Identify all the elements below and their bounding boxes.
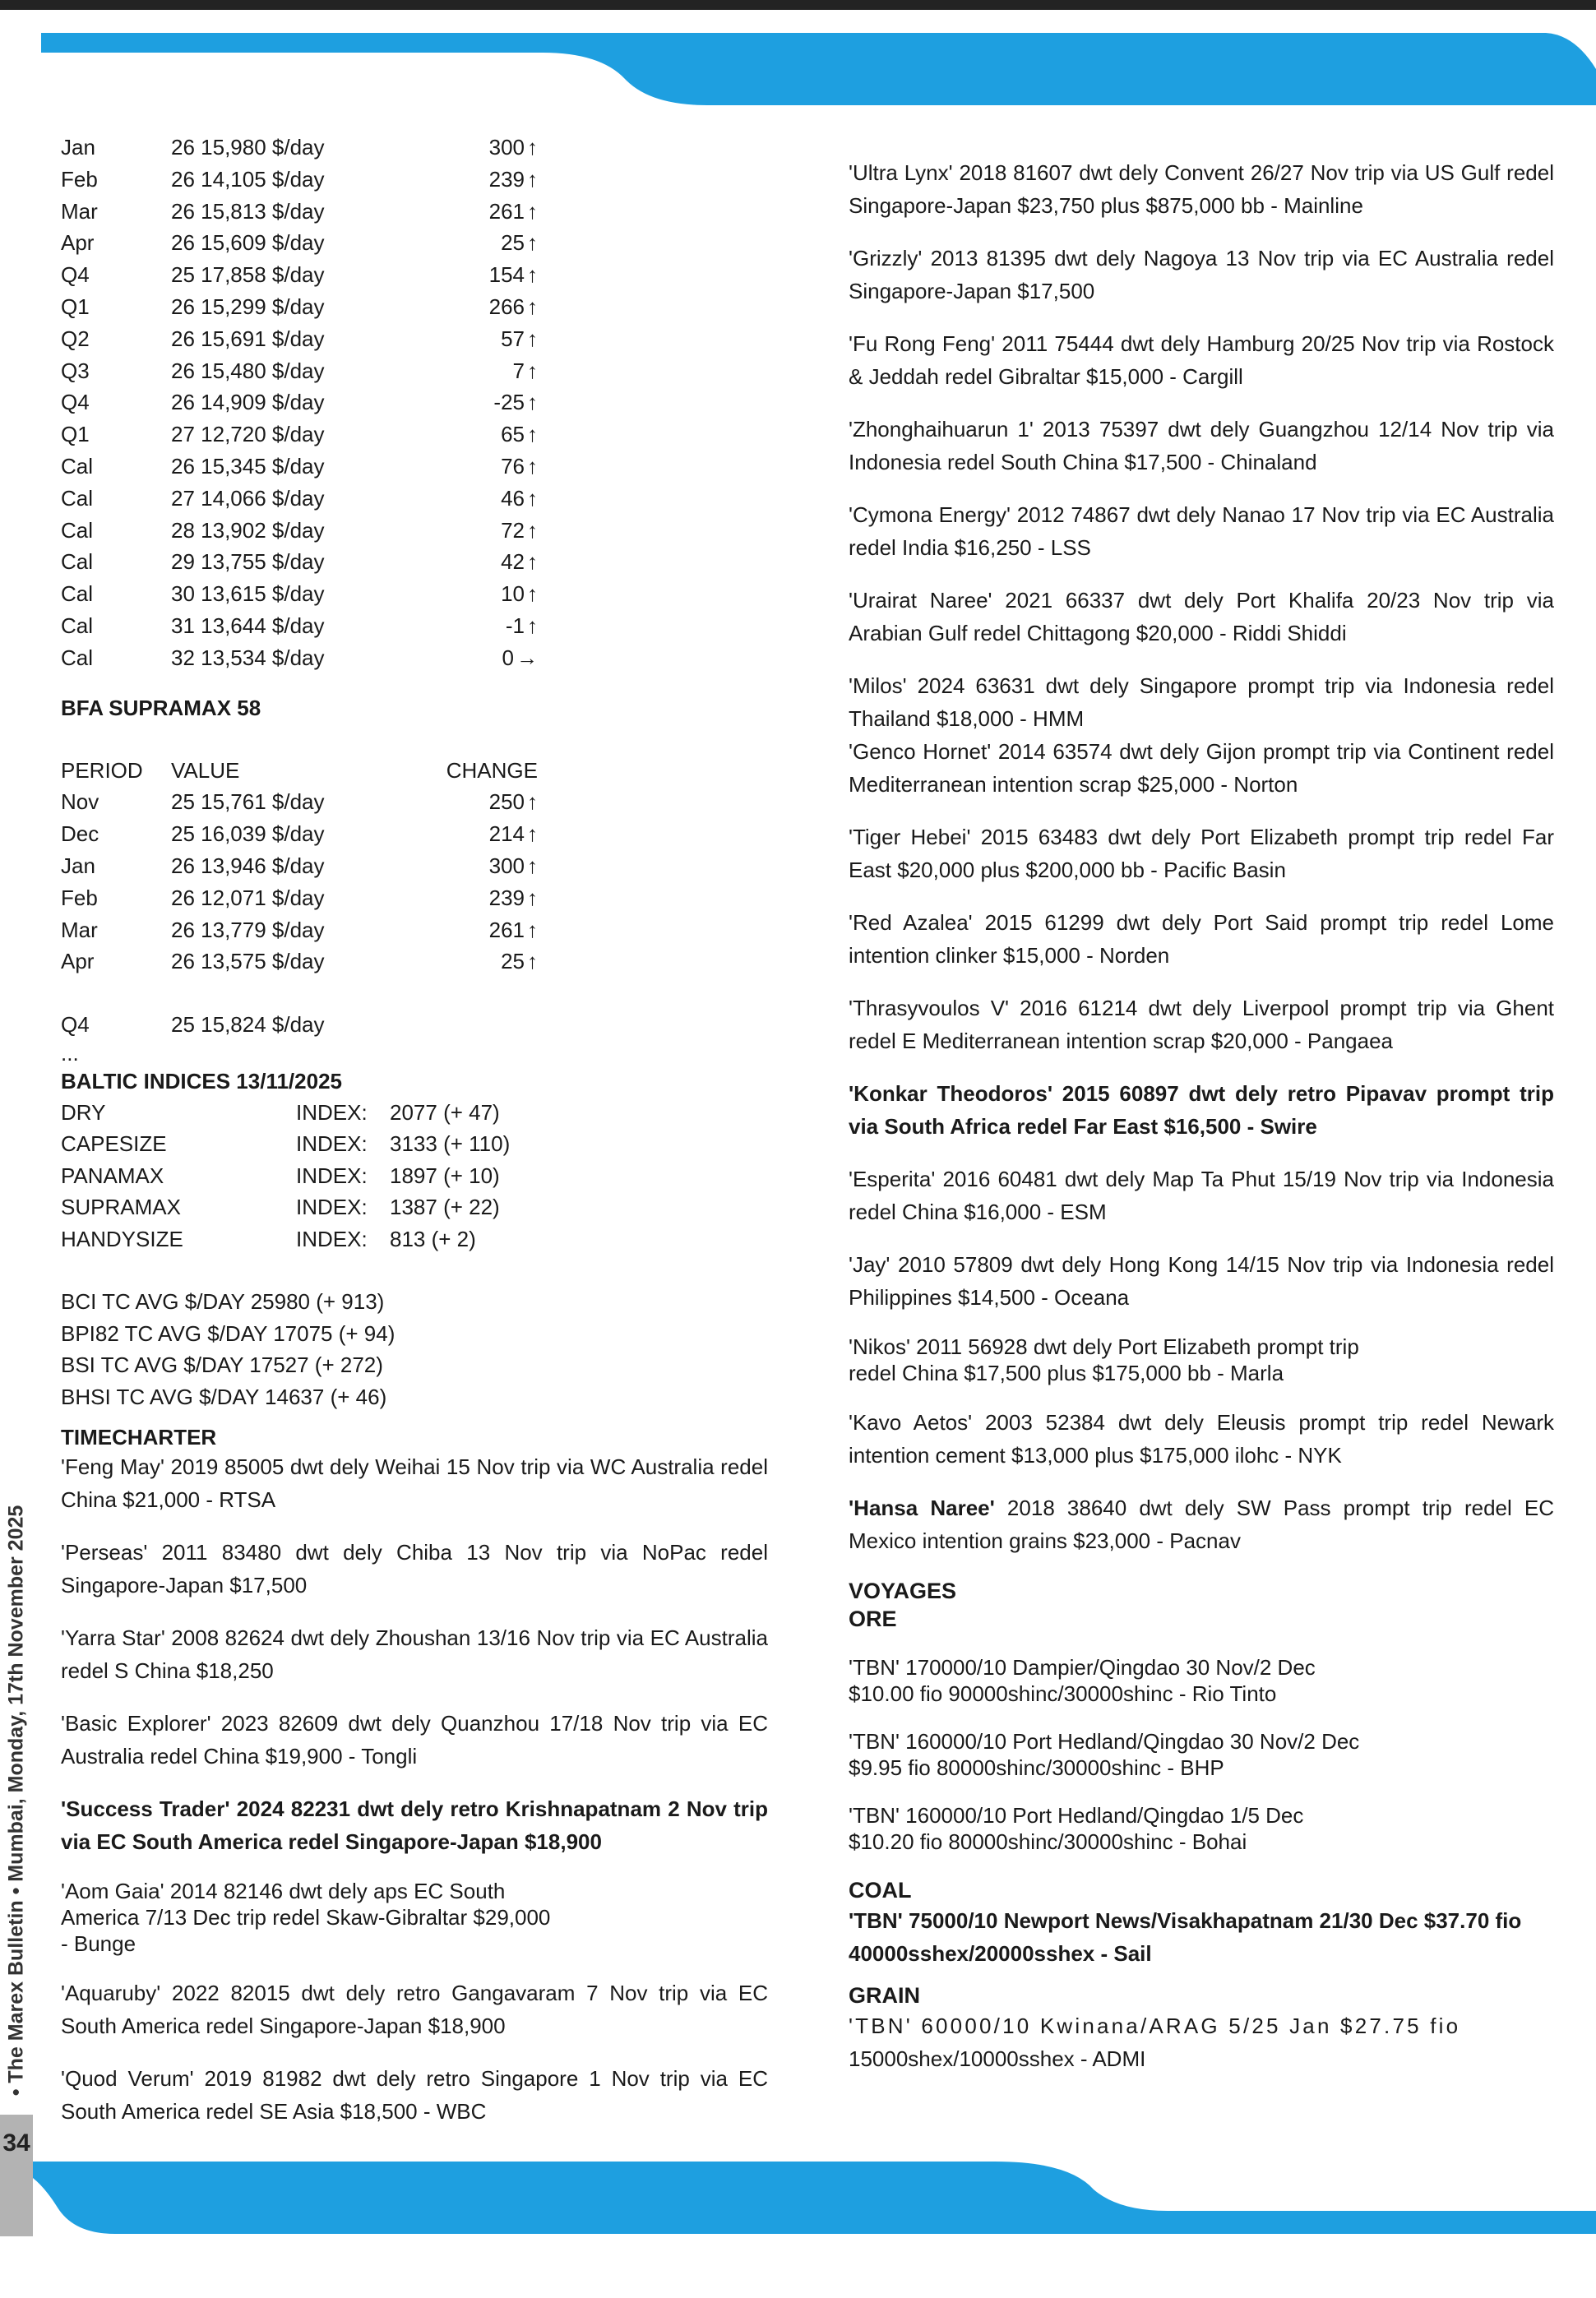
table-row	[61, 642, 538, 674]
period: Q4	[61, 1012, 90, 1038]
change: 300 ↑	[390, 132, 538, 164]
period: Mar	[61, 198, 98, 224]
period: Dec	[61, 821, 99, 847]
value: 27 14,066 $/day	[171, 485, 325, 511]
value: 26 15,813 $/day	[171, 198, 325, 224]
fixture-entry: 'Thrasyvoulos V' 2016 61214 dwt dely Liverpool prompt trip via Ghent redel E Mediterranean intention scrap $20,000 - Pangaea	[849, 996, 1554, 1053]
up-arrow-icon: ↑	[527, 821, 538, 847]
index-row	[61, 1097, 554, 1129]
index-value: 813 (+ 2)	[390, 1226, 476, 1251]
index-value: 2077 (+ 47)	[390, 1099, 500, 1125]
up-arrow-icon: ↑	[527, 358, 538, 383]
right-arrow-icon: →	[516, 645, 538, 670]
fixture-entry: 'Nikos' 2011 56928 dwt dely Port Elizabeth prompt trip redel China $17,500 plus $175,000 bb - Marla	[849, 1334, 1359, 1385]
change: 46 ↑	[390, 483, 538, 515]
period: Q1	[61, 294, 90, 319]
fixture-entry: 'Genco Hornet' 2014 63574 dwt dely Gijon prompt trip via Continent redel Mediterranean intention scrap $25,000 - Norton	[849, 739, 1554, 797]
up-arrow-icon: ↑	[527, 949, 538, 974]
table-row	[61, 386, 538, 418]
value: 26 15,345 $/day	[171, 453, 325, 479]
change: 154 ↑	[390, 259, 538, 291]
tc-average-line: BSI TC AVG $/DAY 17527 (+ 272)	[61, 1352, 383, 1378]
timecharter-title: TIMECHARTER	[61, 1425, 217, 1450]
value: 26 12,071 $/day	[171, 885, 325, 910]
up-arrow-icon: ↑	[527, 613, 538, 638]
index-row	[61, 1223, 554, 1255]
fixture-entry: 'Basic Explorer' 2023 82609 dwt dely Quanzhou 17/18 Nov trip via EC Australia redel China $19,900 - Tongli	[61, 1711, 768, 1769]
tc-average-line: BCI TC AVG $/DAY 25980 (+ 913)	[61, 1289, 385, 1315]
value-header: VALUE	[171, 757, 240, 783]
ellipsis: ...	[61, 1040, 79, 1066]
fixture-entry: 'Grizzly' 2013 81395 dwt dely Nagoya 13 Nov trip via EC Australia redel Singapore-Japan $17,500	[849, 246, 1554, 303]
index-label: INDEX:	[296, 1163, 368, 1188]
index-value: 3133 (+ 110)	[390, 1131, 511, 1157]
table-row	[61, 946, 538, 978]
period: Jan	[61, 853, 95, 878]
period: Cal	[61, 613, 94, 638]
coal-title: COAL	[849, 1878, 912, 1903]
fixture-entry-bold: 'Konkar Theodoros' 2015 60897 dwt dely retro Pipavav prompt trip via South Africa redel Far East $16,500 - Swire	[849, 1081, 1554, 1139]
up-arrow-icon: ↑	[527, 294, 538, 319]
value: 26 15,480 $/day	[171, 358, 325, 383]
table-row	[61, 132, 538, 164]
table-row	[61, 196, 538, 228]
change: 239 ↑	[390, 882, 538, 914]
table-row	[61, 914, 538, 946]
change: 25 ↑	[390, 946, 538, 978]
index-label: INDEX:	[296, 1131, 368, 1157]
fixture-entry: 'Urairat Naree' 2021 66337 dwt dely Port Khalifa 20/23 Nov trip via Arabian Gulf redel Chittagong $20,000 - Riddi Shiddi	[849, 588, 1554, 645]
change: 65 ↑	[390, 418, 538, 451]
period-header: PERIOD	[61, 757, 143, 783]
table-row	[61, 610, 538, 642]
table-row	[61, 164, 538, 196]
running-title-text: • The Marex Bulletin • Mumbai, Monday, 17th November 2025	[4, 1505, 28, 2097]
change: 239 ↑	[390, 164, 538, 196]
period: Apr	[61, 230, 95, 256]
index-row	[61, 1191, 554, 1223]
fixture-entry-hansa	[849, 1491, 1554, 1557]
page-number: 34	[2, 2129, 30, 2157]
value: 26 15,609 $/day	[171, 230, 325, 256]
change: 57 ↑	[390, 323, 538, 355]
up-arrow-icon: ↑	[527, 789, 538, 815]
fixture-entry: 'Fu Rong Feng' 2011 75444 dwt dely Hamburg 20/25 Nov trip via Rostock & Jeddah redel Gibraltar $15,000 - Cargill	[849, 331, 1554, 389]
tc-average-line: BPI82 TC AVG $/DAY 17075 (+ 94)	[61, 1320, 396, 1346]
fixture-entry: 'Yarra Star' 2008 82624 dwt dely Zhoushan 13/16 Nov trip via EC Australia redel S China $18,250	[61, 1625, 768, 1684]
period: Mar	[61, 917, 98, 942]
index-value: 1387 (+ 22)	[390, 1195, 500, 1220]
supramax-table	[61, 755, 538, 1066]
up-arrow-icon: ↑	[527, 135, 538, 160]
value: 28 13,902 $/day	[171, 517, 325, 543]
up-arrow-icon: ↑	[527, 422, 538, 447]
fixture-entry: 'Milos' 2024 63631 dwt dely Singapore prompt trip via Indonesia redel Thailand $18,000 - HMM	[849, 673, 1554, 731]
top-accent-band	[0, 30, 1596, 109]
value: 26 13,946 $/day	[171, 853, 325, 878]
table-row	[61, 418, 538, 451]
table-row	[61, 515, 538, 547]
change: 0 →	[390, 642, 538, 674]
table-row	[61, 850, 538, 882]
bottom-accent-band	[0, 2158, 1596, 2237]
change: -25 ↑	[390, 386, 538, 418]
up-arrow-icon: ↑	[527, 262, 538, 288]
period: Jan	[61, 135, 95, 160]
top-bar	[0, 0, 1596, 10]
page-number-box	[0, 2115, 33, 2236]
up-arrow-icon: ↑	[527, 917, 538, 942]
value: 26 14,105 $/day	[171, 166, 325, 192]
up-arrow-icon: ↑	[527, 549, 538, 575]
fixture-entry: 'Feng May' 2019 85005 dwt dely Weihai 15 Nov trip via WC Australia redel China $21,000 - RTSA	[61, 1454, 768, 1513]
value: 32 13,534 $/day	[171, 645, 325, 670]
tc-average-line: BHSI TC AVG $/DAY 14637 (+ 46)	[61, 1384, 387, 1409]
change-header: CHANGE	[446, 757, 538, 783]
table-row	[61, 355, 538, 387]
table-row	[61, 818, 538, 850]
index-name: PANAMAX	[61, 1163, 164, 1188]
up-arrow-icon: ↑	[527, 485, 538, 511]
up-arrow-icon: ↑	[527, 326, 538, 351]
index-label: INDEX:	[296, 1195, 368, 1220]
index-value: 1897 (+ 10)	[390, 1163, 500, 1188]
fixture-entry: 'Tiger Hebei' 2015 63483 dwt dely Port Elizabeth prompt trip redel Far East $20,000 plus $200,000 bb - Pacific Basin	[849, 825, 1554, 882]
baltic-title: BALTIC INDICES 13/11/2025	[61, 1068, 342, 1094]
grain-voyage-line: 'TBN' 60000/10 Kwinana/ARAG 5/25 Jan $27.75 fio	[849, 2014, 1461, 2038]
change: 261 ↑	[390, 914, 538, 946]
change: 250 ↑	[390, 786, 538, 818]
change: 25 ↑	[390, 227, 538, 259]
table-row	[61, 227, 538, 259]
value: 29 13,755 $/day	[171, 549, 325, 575]
up-arrow-icon: ↑	[527, 230, 538, 256]
period: Cal	[61, 453, 94, 479]
index-name: SUPRAMAX	[61, 1195, 181, 1220]
vessel-name: 'Hansa Naree'	[849, 1496, 995, 1520]
period: Feb	[61, 166, 98, 192]
period: Q4	[61, 262, 90, 288]
fixture-entry: 'Perseas' 2011 83480 dwt dely Chiba 13 Nov trip via NoPac redel Singapore-Japan $17,500	[61, 1540, 768, 1598]
value: 25 16,039 $/day	[171, 821, 325, 847]
fixture-entry-bold: 'Success Trader' 2024 82231 dwt dely retro Krishnapatnam 2 Nov trip via EC South America redel Singapore-Japan $18,900	[61, 1796, 768, 1855]
table-row	[61, 323, 538, 355]
voyages-title: VOYAGES	[849, 1579, 957, 1603]
voyages-section	[849, 1577, 1554, 2075]
timecharter-left-list	[61, 1450, 768, 2128]
index-name: HANDYSIZE	[61, 1226, 183, 1251]
change: 10 ↑	[390, 578, 538, 610]
grain-title: GRAIN	[849, 1983, 920, 2008]
value: 27 12,720 $/day	[171, 422, 325, 447]
fixture-entry: 'Kavo Aetos' 2003 52384 dwt dely Eleusis prompt trip redel Newark intention cement $13,000 plus $175,000 ilohc - NYK	[849, 1410, 1554, 1468]
value: 30 13,615 $/day	[171, 581, 325, 607]
right-column	[849, 156, 1554, 2075]
ore-title: ORE	[849, 1607, 897, 1631]
left-column	[61, 132, 768, 2148]
change: 214 ↑	[390, 818, 538, 850]
up-arrow-icon: ↑	[527, 198, 538, 224]
coal-voyage: 'TBN' 75000/10 Newport News/Visakhapatnam 21/30 Dec $37.70 fio 40000sshex/20000sshex - Sail	[849, 1908, 1522, 1966]
fixture-entry: 'Red Azalea' 2015 61299 dwt dely Port Said prompt trip redel Lome intention clinker $15,000 - Norden	[849, 910, 1554, 968]
change: -1 ↑	[390, 610, 538, 642]
change: 261 ↑	[390, 196, 538, 228]
value: 26 15,691 $/day	[171, 326, 325, 351]
table-row	[61, 483, 538, 515]
voyage-entry: 'TBN' 160000/10 Port Hedland/Qingdao 30 Nov/2 Dec $9.95 fio 80000shinc/30000shinc - BHP	[849, 1729, 1360, 1780]
up-arrow-icon: ↑	[527, 453, 538, 479]
up-arrow-icon: ↑	[527, 853, 538, 878]
table-row	[61, 259, 538, 291]
period: Cal	[61, 549, 94, 575]
change: 300 ↑	[390, 850, 538, 882]
value: 25 15,761 $/day	[171, 789, 325, 815]
period: Cal	[61, 517, 94, 543]
index-name: DRY	[61, 1099, 106, 1125]
fixture-entry: 'Jay' 2010 57809 dwt dely Hong Kong 14/15 Nov trip via Indonesia redel Philippines $14,500 - Oceana	[849, 1252, 1554, 1310]
index-label: INDEX:	[296, 1099, 368, 1125]
grain-voyage-line: 15000shex/10000sshex - ADMI	[849, 2046, 1146, 2071]
table-header-row	[61, 755, 538, 787]
table-row	[61, 291, 538, 323]
table-row	[61, 786, 538, 818]
index-row	[61, 1128, 554, 1160]
change: 266 ↑	[390, 291, 538, 323]
fixture-entry: 'Cymona Energy' 2012 74867 dwt dely Nanao 17 Nov trip via EC Australia redel India $16,250 - LSS	[849, 502, 1554, 560]
value: 26 15,299 $/day	[171, 294, 325, 319]
table-row	[61, 882, 538, 914]
value: 25 17,858 $/day	[171, 262, 325, 288]
up-arrow-icon: ↑	[527, 517, 538, 543]
period: Cal	[61, 581, 94, 607]
period: Cal	[61, 645, 94, 670]
up-arrow-icon: ↑	[527, 390, 538, 415]
period: Q3	[61, 358, 90, 383]
fixture-entry: 'Aom Gaia' 2014 82146 dwt dely aps EC South America 7/13 Dec trip redel Skaw-Gibraltar $29,000 - Bunge	[61, 1879, 551, 1957]
table-row	[61, 451, 538, 483]
fixture-entry: 'Ultra Lynx' 2018 81607 dwt dely Convent 26/27 Nov trip via US Gulf redel Singapore-Japan $23,750 plus $875,000 bb - Mainline	[849, 160, 1554, 218]
fixture-entry: 'Zhonghaihuarun 1' 2013 75397 dwt dely Guangzhou 12/14 Nov trip via Indonesia redel South China $17,500 - Chinaland	[849, 417, 1554, 474]
fixture-details: 2018 38640 dwt dely SW Pass prompt trip redel EC Mexico intention grains $23,000 - Pacnav	[849, 1496, 1555, 1553]
tc-averages	[61, 1286, 768, 1413]
index-row	[61, 1160, 554, 1192]
period: Nov	[61, 789, 99, 815]
change: 42 ↑	[390, 546, 538, 578]
period: Q4	[61, 390, 90, 415]
index-label: INDEX:	[296, 1226, 368, 1251]
period: Q2	[61, 326, 90, 351]
up-arrow-icon: ↑	[527, 166, 538, 192]
up-arrow-icon: ↑	[527, 581, 538, 607]
change: 72 ↑	[390, 515, 538, 547]
period: Feb	[61, 885, 98, 910]
index-name: CAPESIZE	[61, 1131, 167, 1157]
baltic-indices	[61, 1097, 554, 1255]
value: 26 13,779 $/day	[171, 917, 325, 942]
period: Cal	[61, 485, 94, 511]
value: 26 14,909 $/day	[171, 390, 325, 415]
up-arrow-icon: ↑	[527, 885, 538, 910]
fixture-entry: 'Quod Verum' 2019 81982 dwt dely retro Singapore 1 Nov trip via EC South America redel SE Asia $18,500 - WBC	[61, 2066, 768, 2125]
change: 76 ↑	[390, 451, 538, 483]
voyage-entry: 'TBN' 170000/10 Dampier/Qingdao 30 Nov/2 Dec $10.00 fio 90000shinc/30000shinc - Rio Tinto	[849, 1655, 1316, 1706]
fixture-entry: 'Esperita' 2016 60481 dwt dely Map Ta Phut 15/19 Nov trip via Indonesia redel China $16,000 - ESM	[849, 1167, 1554, 1224]
change: 7 ↑	[390, 355, 538, 387]
table-row	[61, 546, 538, 578]
value: 31 13,644 $/day	[171, 613, 325, 638]
period: Apr	[61, 949, 95, 974]
table-row	[61, 1009, 488, 1041]
voyage-entry: 'TBN' 160000/10 Port Hedland/Qingdao 1/5 Dec $10.20 fio 80000shinc/30000shinc - Bohai	[849, 1803, 1304, 1854]
supramax-title: BFA SUPRAMAX 58	[61, 695, 261, 720]
value: 25 15,824 $/day	[171, 1012, 325, 1038]
running-title	[0, 1496, 33, 2105]
table-row	[61, 578, 538, 610]
value: 26 15,980 $/day	[171, 135, 325, 160]
value: 26 13,575 $/day	[171, 949, 325, 974]
period: Q1	[61, 422, 90, 447]
fixture-entry: 'Aquaruby' 2022 82015 dwt dely retro Gangavaram 7 Nov trip via EC South America redel Singapore-Japan $18,900	[61, 1981, 768, 2039]
ffa-table	[61, 132, 538, 674]
